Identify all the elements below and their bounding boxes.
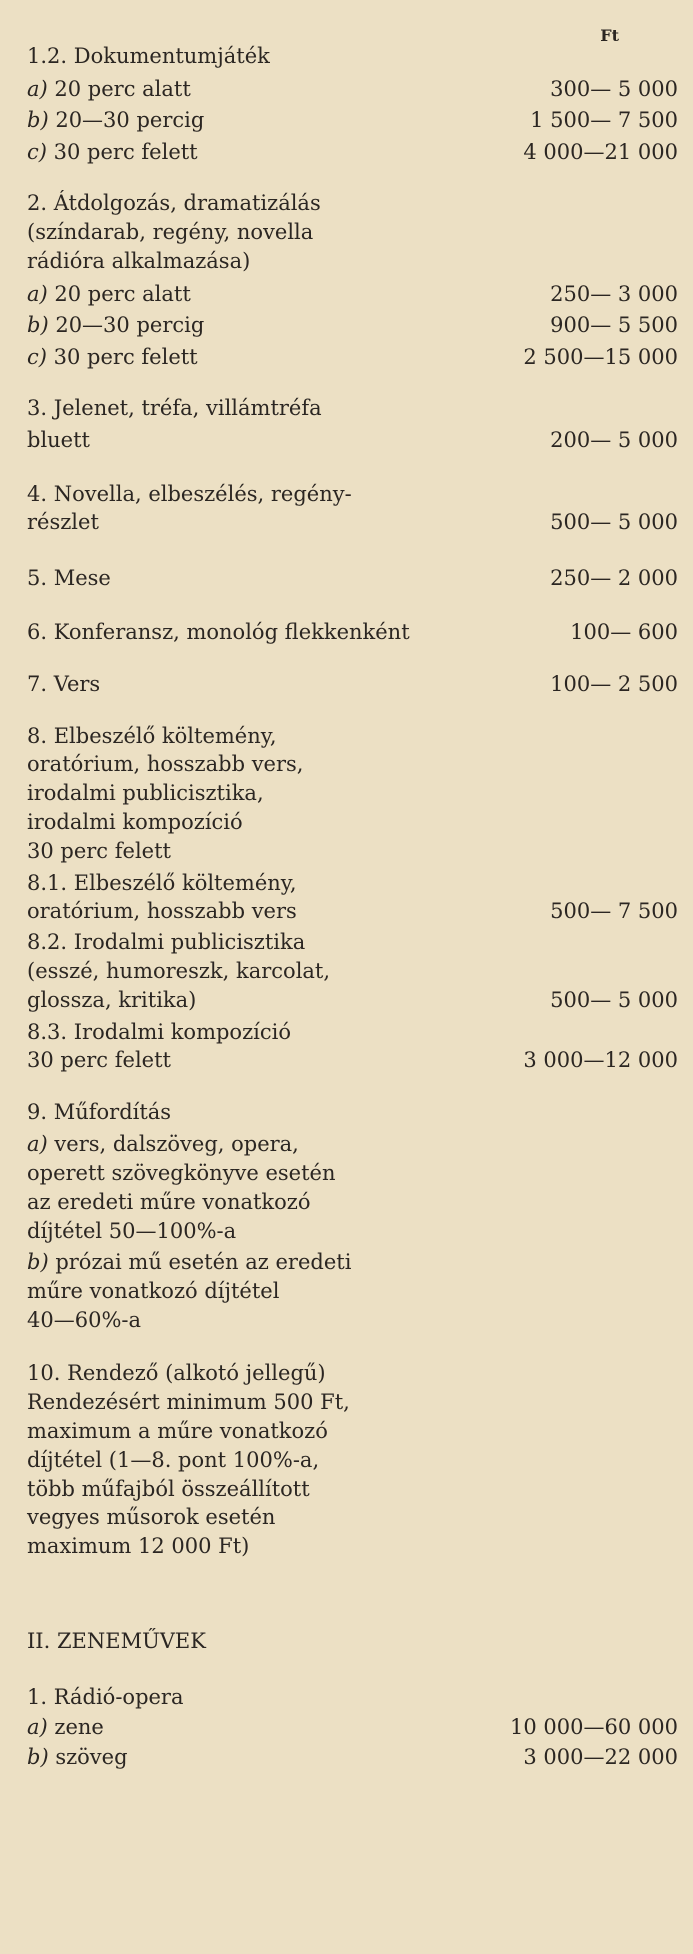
currency-header: Ft (600, 26, 619, 45)
item-text (27, 1018, 291, 1046)
item-label: irodalmi kompozíció (27, 810, 243, 834)
item-label: oratórium, hosszabb vers, (27, 752, 304, 776)
item-text (27, 280, 191, 308)
item-letter: b) (27, 1745, 49, 1769)
item-text (27, 42, 270, 70)
item-fee: 3 000—22 000 (523, 1745, 678, 1769)
item-text (27, 1130, 299, 1158)
item-label: Rendezésért minimum 500 Ft, (27, 1390, 350, 1414)
item-label: 6. Konferansz, monológ flekkenként (27, 620, 410, 644)
item-label: 4. Novella, elbeszélés, regény- (27, 482, 352, 506)
item-text (27, 1627, 206, 1655)
item-text (27, 564, 111, 592)
item-text (27, 1188, 311, 1216)
item-label: 30 perc felett (53, 140, 198, 164)
item-label: oratórium, hosszabb vers (27, 899, 297, 923)
item-label: 2. Átdolgozás, dramatizálás (27, 191, 321, 215)
item-label: 20—30 percig (55, 313, 205, 337)
item-letter: b) (27, 313, 49, 337)
item-letter: a) (27, 1132, 48, 1156)
item-text (27, 837, 171, 865)
item-label: 8.3. Irodalmi kompozíció (27, 1020, 291, 1044)
item-label: 10. Rendező (alkotó jellegű) (27, 1361, 326, 1385)
item-fee: 10 000—60 000 (510, 1715, 678, 1739)
item-text (27, 1046, 171, 1074)
item-letter: c) (27, 345, 47, 369)
item-label: díjtétel (1—8. pont 100%-a, (27, 1448, 320, 1472)
item-text (27, 986, 196, 1014)
item-letter: a) (27, 1715, 48, 1739)
item-fee: 300— 5 000 (550, 77, 678, 101)
item-label: díjtétel 50—100%-a (27, 1219, 237, 1243)
item-text (27, 618, 410, 646)
item-text (27, 1217, 236, 1245)
item-text (27, 508, 99, 536)
item-fee: 2 500—15 000 (523, 345, 678, 369)
item-text (27, 1713, 104, 1741)
item-text (27, 1417, 328, 1445)
item-label: 5. Mese (27, 566, 111, 590)
item-letter: a) (27, 77, 48, 101)
item-fee: 200— 5 000 (550, 428, 678, 452)
item-text (27, 311, 204, 339)
item-label: rádióra alkalmazása) (27, 249, 251, 273)
item-fee: 250— 2 000 (550, 566, 678, 590)
item-label: műre vonatkozó díjtétel (27, 1279, 280, 1303)
item-text (27, 218, 313, 246)
item-text (27, 106, 204, 134)
item-label: 40—60%-a (27, 1308, 142, 1332)
item-text (27, 957, 330, 985)
item-letter: c) (27, 140, 47, 164)
item-text (27, 1306, 141, 1334)
item-text (27, 1098, 171, 1126)
item-fee: 500— 5 000 (550, 988, 678, 1012)
item-text (27, 750, 303, 778)
item-label: 8. Elbeszélő költemény, (27, 724, 277, 748)
item-text (27, 1743, 128, 1771)
item-label: irodalmi publicisztika, (27, 781, 264, 805)
item-fee: 500— 5 000 (550, 510, 678, 534)
item-letter: b) (27, 108, 49, 132)
item-label: 30 perc felett (53, 345, 198, 369)
item-fee: 100— 2 500 (550, 672, 678, 696)
item-text (27, 189, 321, 217)
item-label: szöveg (55, 1745, 128, 1769)
item-label: maximum a műre vonatkozó (27, 1419, 328, 1443)
item-label: II. ZENEMŰVEK (27, 1629, 206, 1653)
item-label: 30 perc felett (27, 839, 171, 863)
item-label: 20 perc alatt (54, 282, 191, 306)
item-label: maximum 12 000 Ft) (27, 1534, 250, 1558)
item-text (27, 1388, 350, 1416)
item-text (27, 897, 297, 925)
item-text (27, 1532, 249, 1560)
item-text (27, 1475, 310, 1503)
item-text (27, 343, 198, 371)
item-text (27, 1159, 336, 1187)
item-text (27, 75, 191, 103)
item-fee: 4 000—21 000 (523, 140, 678, 164)
item-label: 20—30 percig (55, 108, 205, 132)
item-text (27, 722, 277, 750)
item-label: 1.2. Dokumentumjáték (27, 44, 270, 68)
item-text (27, 1359, 326, 1387)
item-label: részlet (27, 510, 99, 534)
item-text (27, 1248, 351, 1276)
item-letter: a) (27, 282, 48, 306)
item-label: az eredeti műre vonatkozó (27, 1190, 311, 1214)
item-label: zene (54, 1715, 104, 1739)
item-label: (esszé, humoreszk, karcolat, (27, 959, 331, 983)
item-label: vegyes műsorok esetén (27, 1505, 276, 1529)
item-label: 30 perc felett (27, 1048, 171, 1072)
item-fee: 3 000—12 000 (523, 1048, 678, 1072)
item-label: vers, dalszöveg, opera, (54, 1132, 299, 1156)
item-label: 8.1. Elbeszélő költemény, (27, 871, 297, 895)
item-text (27, 779, 264, 807)
item-text (27, 1683, 184, 1711)
item-fee: 900— 5 500 (550, 313, 678, 337)
item-text (27, 480, 352, 508)
item-letter: b) (27, 1250, 49, 1274)
item-label: több műfajból összeállított (27, 1477, 310, 1501)
item-text (27, 808, 243, 836)
item-label: 20 perc alatt (54, 77, 191, 101)
item-text (27, 1503, 275, 1531)
item-text (27, 426, 90, 454)
item-text (27, 138, 198, 166)
item-text (27, 928, 305, 956)
item-fee: 250— 3 000 (550, 282, 678, 306)
item-label: 7. Vers (27, 672, 101, 696)
item-label: (színdarab, regény, novella (27, 220, 314, 244)
item-fee: 1 500— 7 500 (530, 108, 678, 132)
item-label: 8.2. Irodalmi publicisztika (27, 930, 306, 954)
item-text (27, 670, 100, 698)
item-label: glossza, kritika) (27, 988, 197, 1012)
item-label: prózai mű esetén az eredeti (55, 1250, 352, 1274)
item-label: 9. Műfordítás (27, 1100, 172, 1124)
item-label: 3. Jelenet, tréfa, villámtréfa (27, 396, 322, 420)
item-fee: 100— 600 (570, 620, 678, 644)
item-label: 1. Rádió-opera (27, 1685, 184, 1709)
item-text (27, 247, 250, 275)
item-text (27, 1277, 279, 1305)
item-text (27, 869, 297, 897)
item-label: operett szövegkönyve esetén (27, 1161, 336, 1185)
item-text (27, 394, 322, 422)
item-text (27, 1446, 319, 1474)
item-fee: 500— 7 500 (550, 899, 678, 923)
item-label: bluett (27, 428, 90, 452)
